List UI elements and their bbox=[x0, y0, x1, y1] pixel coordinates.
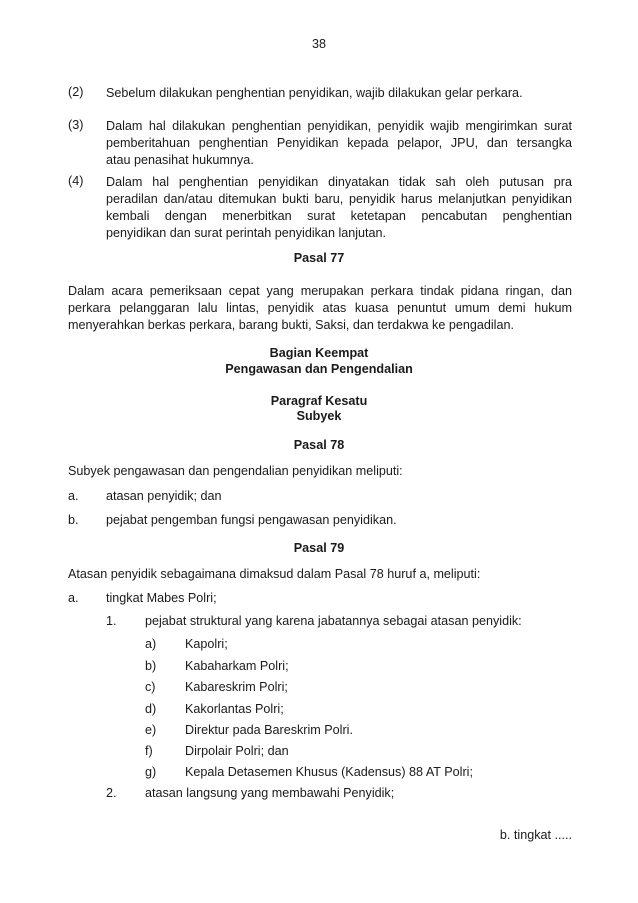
list-item-letter: b. bbox=[68, 513, 79, 527]
paragraf-subtitle: Subyek bbox=[296, 409, 342, 423]
subsub-item-text: Kakorlantas Polri; bbox=[185, 702, 284, 716]
paragraph-number: (4) bbox=[68, 174, 84, 188]
page-continuation-marker: b. tingkat ..... bbox=[499, 828, 572, 842]
sub-item-number: 2. bbox=[106, 786, 117, 800]
bagian-title: Bagian Keempat bbox=[269, 346, 369, 360]
list-item-letter: a. bbox=[68, 591, 79, 605]
paragraph-number: (3) bbox=[68, 118, 84, 132]
sub-item-text: atasan langsung yang membawahi Penyidik; bbox=[145, 786, 395, 800]
page-number: 38 bbox=[311, 37, 326, 51]
paragraph-line: pemberitahuan penghentian Penyidikan kepada pelapor, JPU, dan tersangka bbox=[106, 136, 572, 150]
bagian-subtitle: Pengawasan dan Pengendalian bbox=[225, 362, 413, 376]
subsub-item-text: Dirpolair Polri; dan bbox=[185, 744, 289, 758]
paragraph-line: Sebelum dilakukan penghentian penyidikan, wajib dilakukan gelar perkara. bbox=[106, 86, 523, 100]
paragraph-line: kembali dengan menerbitkan surat ketetapan pencabutan penghentian bbox=[106, 209, 572, 223]
paragraph-number: (2) bbox=[68, 85, 84, 99]
paragraph-body bbox=[106, 174, 572, 242]
list-item-letter: a. bbox=[68, 489, 79, 503]
subsub-item-letter: c) bbox=[145, 680, 156, 694]
subsub-item-letter: g) bbox=[145, 765, 157, 779]
pasal-78-intro: Subyek pengawasan dan pengendalian penyidikan meliputi: bbox=[68, 464, 403, 478]
subsub-item-text: Kabareskrim Polri; bbox=[185, 680, 288, 694]
subsub-item-text: Kepala Detasemen Khusus (Kadensus) 88 AT Polri; bbox=[185, 765, 473, 779]
subsub-item-text: Kapolri; bbox=[185, 637, 228, 651]
subsub-item-letter: a) bbox=[145, 637, 157, 651]
paragraph-line: atau penasihat hukumnya. bbox=[106, 153, 254, 167]
pasal-78-heading: Pasal 78 bbox=[293, 438, 345, 452]
sub-item-number: 1. bbox=[106, 614, 117, 628]
paragraph-line: Dalam hal penghentian penyidikan dinyatakan tidak sah oleh putusan pra bbox=[106, 175, 572, 189]
pasal-77-heading: Pasal 77 bbox=[293, 251, 345, 265]
pasal-77-body bbox=[68, 283, 572, 334]
subsub-item-letter: b) bbox=[145, 659, 157, 673]
paragraph-line: Dalam hal dilakukan penghentian penyidikan, penyidik wajib mengirimkan surat bbox=[106, 119, 572, 133]
paragraph-line: perkara pelanggaran lalu lintas, penyidik atas kuasa penuntut umum demi hukum bbox=[68, 301, 572, 315]
paragraph-line: penyidikan dan surat perintah penyidikan lanjutan. bbox=[106, 226, 387, 240]
paragraph-body bbox=[106, 118, 572, 169]
pasal-79-intro: Atasan penyidik sebagaimana dimaksud dalam Pasal 78 huruf a, meliputi: bbox=[68, 567, 481, 581]
sub-item-text: pejabat struktural yang karena jabatannya sebagai atasan penyidik: bbox=[145, 614, 522, 628]
paragraph-body bbox=[106, 85, 572, 102]
subsub-item-letter: e) bbox=[145, 723, 157, 737]
subsub-item-letter: d) bbox=[145, 702, 157, 716]
list-item-text: pejabat pengemban fungsi pengawasan penyidikan. bbox=[106, 513, 397, 527]
subsub-item-letter: f) bbox=[145, 744, 153, 758]
paragraf-title: Paragraf Kesatu bbox=[270, 394, 368, 408]
pasal-79-heading: Pasal 79 bbox=[293, 541, 345, 555]
paragraph-line: menyerahkan berkas perkara, barang bukti, Saksi, dan terdakwa ke pengadilan. bbox=[68, 318, 514, 332]
subsub-item-text: Kabaharkam Polri; bbox=[185, 659, 289, 673]
subsub-item-text: Direktur pada Bareskrim Polri. bbox=[185, 723, 353, 737]
list-item-text: tingkat Mabes Polri; bbox=[106, 591, 217, 605]
paragraph-line: peradilan dan/atau ditemukan bukti baru, penyidik harus melanjutkan penyidikan bbox=[106, 192, 572, 206]
list-item-text: atasan penyidik; dan bbox=[106, 489, 222, 503]
paragraph-line: Dalam acara pemeriksaan cepat yang merupakan perkara tindak pidana ringan, dan bbox=[68, 284, 572, 298]
